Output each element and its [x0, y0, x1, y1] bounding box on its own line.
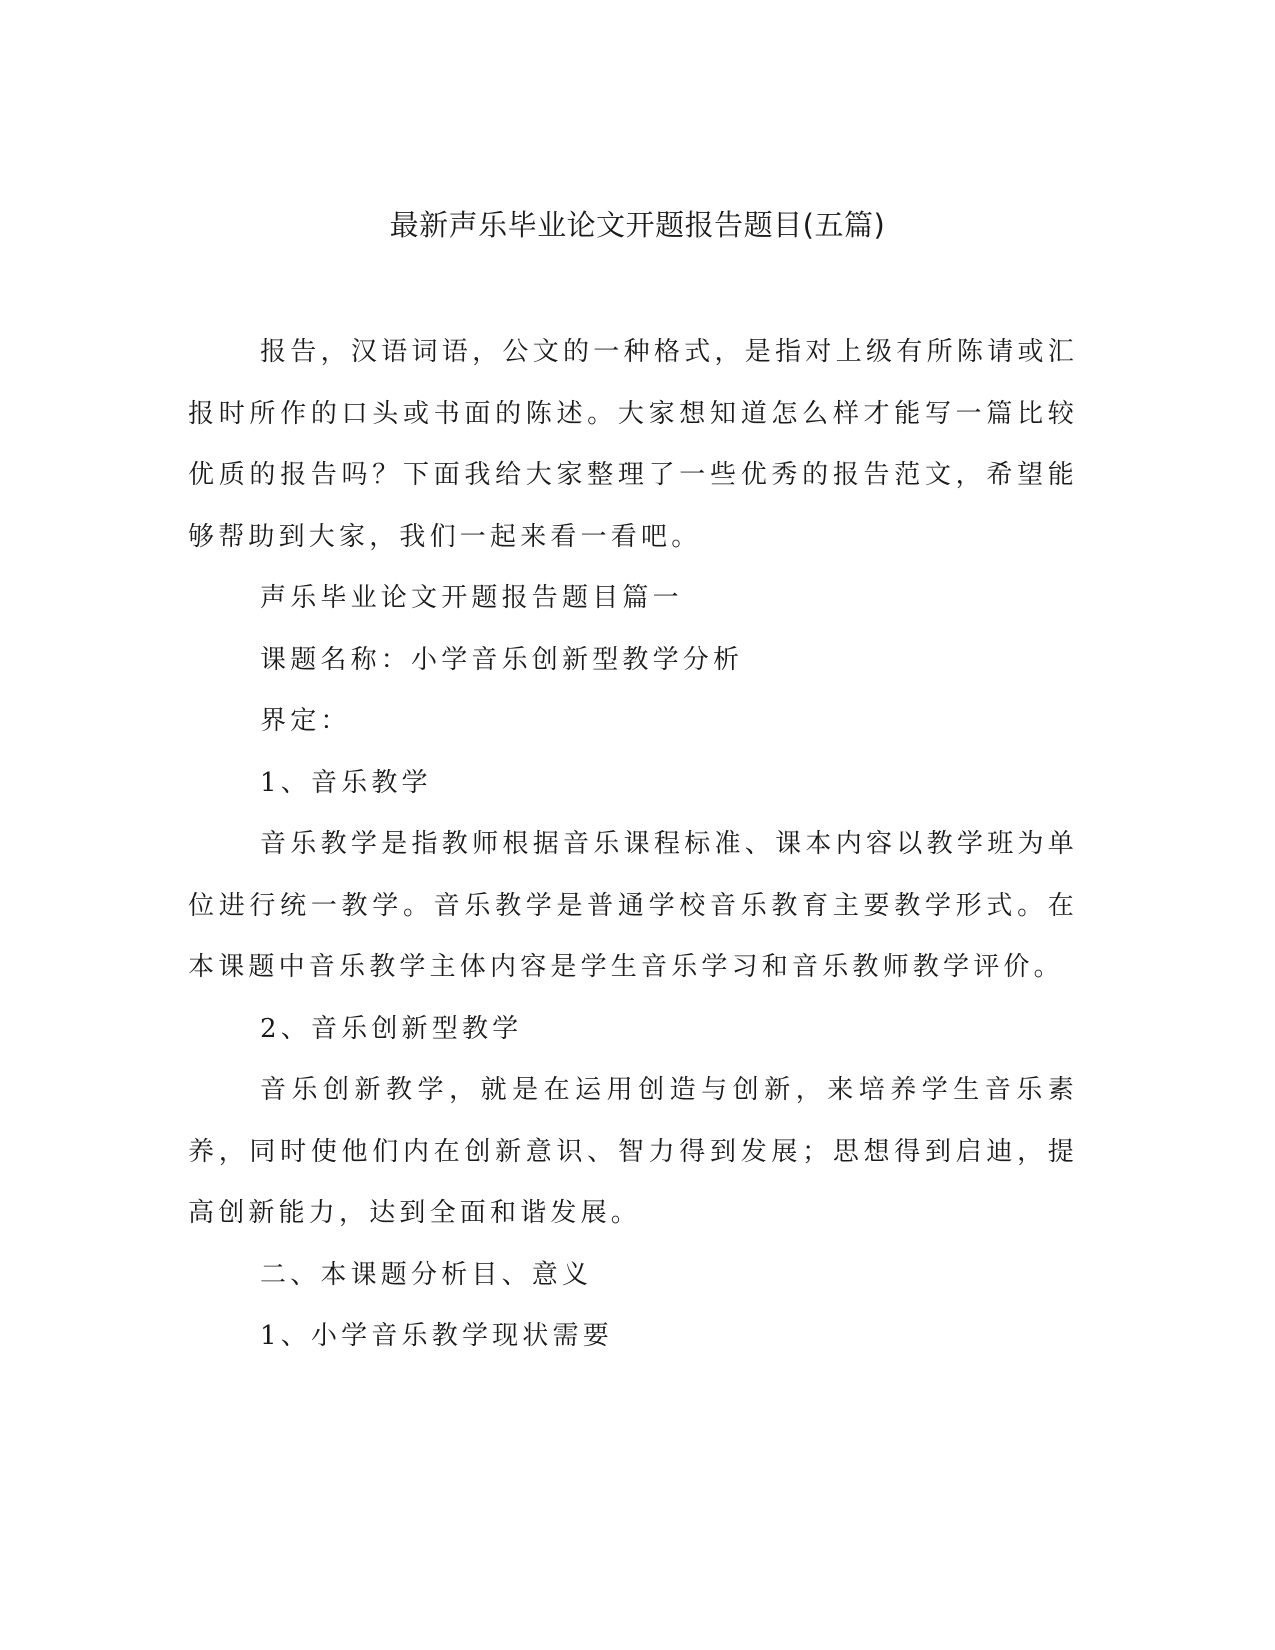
paragraph-innovative-teaching: 音乐创新教学，就是在运用创造与创新，来培养学生音乐素养，同时使他们内在创新意识、智力得到发展；思想得到启迪，提高创新能力，达到全面和谐发展。 [188, 1075, 1078, 1228]
paragraph-intro: 报告，汉语词语，公文的一种格式，是指对上级有所陈请或汇报时所作的口头或书面的陈述。大家想知道怎么样才能写一篇比较优质的报告吗？下面我给大家整理了一些优秀的报告范文，希望能够帮助到大家，我们一起来看一看吧。 [188, 337, 1078, 552]
topic-name: 课题名称：小学音乐创新型教学分析 [260, 644, 744, 675]
subheading-current-status: 1、小学音乐教学现状需要 [260, 1321, 613, 1351]
subheading-music-teaching: 1、音乐教学 [260, 767, 432, 798]
subheading-innovative-teaching: 2、音乐创新型教学 [260, 1013, 523, 1044]
section-heading-part-one: 声乐毕业论文开题报告题目篇一 [260, 583, 683, 613]
definition-label: 界定： [260, 706, 351, 736]
document-body [188, 322, 1078, 1368]
paragraph-music-teaching: 音乐教学是指教师根据音乐课程标准、课本内容以教学班为单位进行统一教学。音乐教学是普通学校音乐教育主要教学形式。在本课题中音乐教学主体内容是学生音乐学习和音乐教师教学评价。 [188, 829, 1078, 982]
section-heading-purpose: 二、本课题分析目、意义 [260, 1259, 593, 1290]
document-title: 最新声乐毕业论文开题报告题目(五篇) [389, 208, 886, 242]
